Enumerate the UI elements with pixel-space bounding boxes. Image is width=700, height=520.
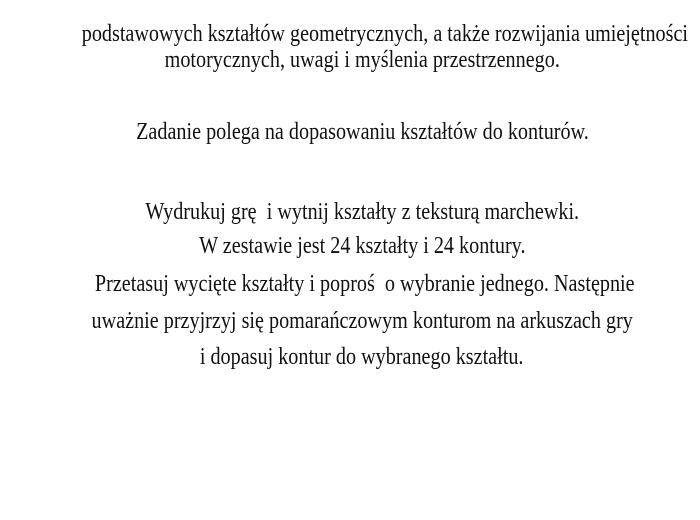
text: Zadanie polega na dopasowaniu kształtów do konturów. [135,119,589,145]
paragraph-instructions-line-5 [0,315,700,399]
text: i dopasuj kontur do wybranego kształtu. [200,344,524,370]
text: motorycznych, uwagi i myślenia przestrzennego. [164,47,560,73]
text: uważnie przyjrzyj się pomarańczowym konturom na arkuszach gry [91,308,633,334]
text: Wydrukuj grę i wytnij kształty z teksturą marchewki. [145,199,579,225]
text: podstawowych kształtów geometrycznych, a także rozwijania umiejętności [81,21,689,47]
paragraph-task-line-1 [0,90,700,174]
text: Przetasuj wycięte kształty i poproś o wybranie jednego. Następnie [89,271,635,297]
text: W zestawie jest 24 kształty i 24 kontury. [198,233,526,259]
